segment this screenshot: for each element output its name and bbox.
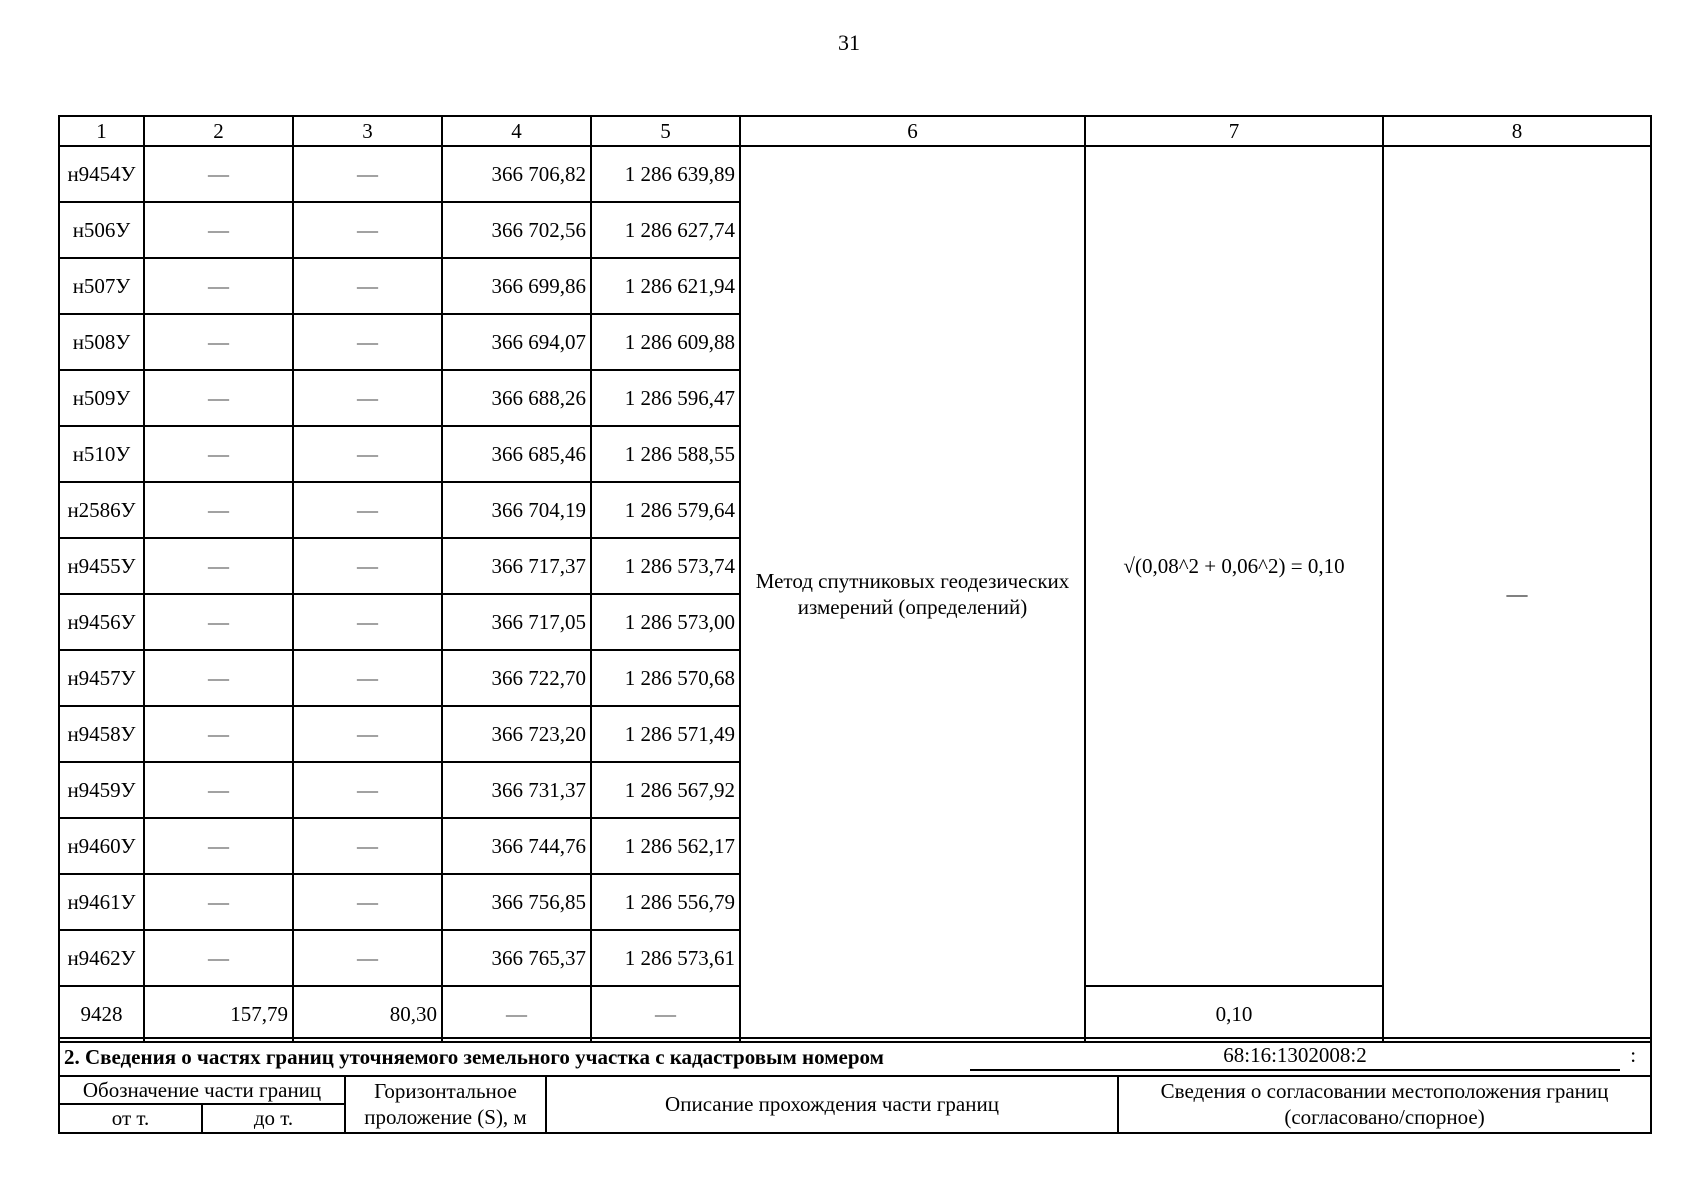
- y-coordinate: 1 286 588,55: [591, 426, 740, 482]
- y-coordinate: 1 286 596,47: [591, 370, 740, 426]
- point-name: н9457У: [59, 650, 144, 706]
- x-coordinate: 366 731,37: [442, 762, 591, 818]
- point-name: н9459У: [59, 762, 144, 818]
- col-description: Описание прохождения части границ: [546, 1076, 1118, 1133]
- point-name: н9460У: [59, 818, 144, 874]
- x-coordinate: 366 685,46: [442, 426, 591, 482]
- method-cell: Метод спутниковых геодезических измерений (определений): [740, 146, 1085, 1042]
- col3-value: —: [293, 650, 442, 706]
- col8-cell: —: [1383, 146, 1651, 1042]
- point-name: н9461У: [59, 874, 144, 930]
- col2-value: —: [144, 370, 293, 426]
- col2-value: —: [144, 482, 293, 538]
- point-name: н9458У: [59, 706, 144, 762]
- header-col-5: 5: [591, 116, 740, 146]
- y-coordinate: 1 286 562,17: [591, 818, 740, 874]
- col2-value: —: [144, 706, 293, 762]
- y-coordinate: 1 286 567,92: [591, 762, 740, 818]
- x-coordinate: 366 704,19: [442, 482, 591, 538]
- y-coordinate: 1 286 573,61: [591, 930, 740, 986]
- x-coordinate: 366 722,70: [442, 650, 591, 706]
- col2-value: —: [144, 818, 293, 874]
- point-name: н9454У: [59, 146, 144, 202]
- col3-value: —: [293, 818, 442, 874]
- col3-value: —: [293, 314, 442, 370]
- x-coordinate: 366 688,26: [442, 370, 591, 426]
- col3-value: —: [293, 594, 442, 650]
- col2-value: —: [144, 650, 293, 706]
- x-coordinate: 366 706,82: [442, 146, 591, 202]
- col3-value: —: [293, 202, 442, 258]
- y-coordinate: 1 286 573,00: [591, 594, 740, 650]
- coordinates-table: [58, 115, 1652, 1043]
- section2-title: 2. Сведения о частях границ уточняемого земельного участка с кадастровым номером: [64, 1044, 884, 1069]
- header-col-3: 3: [293, 116, 442, 146]
- col3-value: —: [293, 706, 442, 762]
- col2-value: —: [144, 594, 293, 650]
- section2-title-cell: [59, 1038, 1651, 1076]
- y-coordinate: —: [591, 986, 740, 1042]
- col-agreement: Сведения о согласовании местоположения границ (согласовано/спорное): [1118, 1076, 1651, 1133]
- col3-value: —: [293, 874, 442, 930]
- col3-value: —: [293, 762, 442, 818]
- header-col-2: 2: [144, 116, 293, 146]
- y-coordinate: 1 286 621,94: [591, 258, 740, 314]
- col2-value: —: [144, 258, 293, 314]
- x-coordinate: 366 694,07: [442, 314, 591, 370]
- header-row: [59, 116, 1651, 146]
- col3-value: —: [293, 426, 442, 482]
- col3-value: —: [293, 538, 442, 594]
- point-name: н9455У: [59, 538, 144, 594]
- x-coordinate: 366 744,76: [442, 818, 591, 874]
- x-coordinate: 366 723,20: [442, 706, 591, 762]
- title-colon: :: [1630, 1043, 1637, 1067]
- col2-value: 157,79: [144, 986, 293, 1042]
- point-name: н506У: [59, 202, 144, 258]
- header-col-1: 1: [59, 116, 144, 146]
- point-name: н510У: [59, 426, 144, 482]
- col-to: до т.: [202, 1104, 345, 1132]
- col2-value: —: [144, 762, 293, 818]
- header-col-4: 4: [442, 116, 591, 146]
- col-from: от т.: [59, 1104, 202, 1132]
- col3-value: 80,30: [293, 986, 442, 1042]
- y-coordinate: 1 286 609,88: [591, 314, 740, 370]
- col2-value: —: [144, 874, 293, 930]
- point-name: н9462У: [59, 930, 144, 986]
- y-coordinate: 1 286 571,49: [591, 706, 740, 762]
- x-coordinate: 366 765,37: [442, 930, 591, 986]
- header-col-7: 7: [1085, 116, 1383, 146]
- point-name: н508У: [59, 314, 144, 370]
- col2-value: —: [144, 202, 293, 258]
- point-name: н9456У: [59, 594, 144, 650]
- section2-table: [58, 1037, 1652, 1134]
- col3-value: —: [293, 370, 442, 426]
- y-coordinate: 1 286 556,79: [591, 874, 740, 930]
- col2-value: —: [144, 426, 293, 482]
- table-row: [59, 146, 1651, 202]
- y-coordinate: 1 286 627,74: [591, 202, 740, 258]
- x-coordinate: 366 717,05: [442, 594, 591, 650]
- col3-value: —: [293, 258, 442, 314]
- col3-value: —: [293, 930, 442, 986]
- y-coordinate: 1 286 579,64: [591, 482, 740, 538]
- col3-value: —: [293, 146, 442, 202]
- y-coordinate: 1 286 570,68: [591, 650, 740, 706]
- x-coordinate: 366 717,37: [442, 538, 591, 594]
- col2-value: —: [144, 314, 293, 370]
- header-col-8: 8: [1383, 116, 1651, 146]
- y-coordinate: 1 286 639,89: [591, 146, 740, 202]
- col-designation: Обозначение части границ: [59, 1076, 345, 1104]
- accuracy-cell: √(0,08^2 + 0,06^2) = 0,10: [1085, 146, 1383, 986]
- col2-value: —: [144, 538, 293, 594]
- col7-value: 0,10: [1085, 986, 1383, 1042]
- x-coordinate: —: [442, 986, 591, 1042]
- point-name: н507У: [59, 258, 144, 314]
- header-col-6: 6: [740, 116, 1085, 146]
- col3-value: —: [293, 482, 442, 538]
- cadastral-number: 68:16:1302008:2: [970, 1041, 1620, 1071]
- point-name: 9428: [59, 986, 144, 1042]
- y-coordinate: 1 286 573,74: [591, 538, 740, 594]
- point-name: н509У: [59, 370, 144, 426]
- col-horizontal: Горизонтальное проложение (S), м: [345, 1076, 546, 1133]
- page-number: 31: [838, 30, 860, 55]
- x-coordinate: 366 756,85: [442, 874, 591, 930]
- col2-value: —: [144, 930, 293, 986]
- x-coordinate: 366 702,56: [442, 202, 591, 258]
- col2-value: —: [144, 146, 293, 202]
- point-name: н2586У: [59, 482, 144, 538]
- x-coordinate: 366 699,86: [442, 258, 591, 314]
